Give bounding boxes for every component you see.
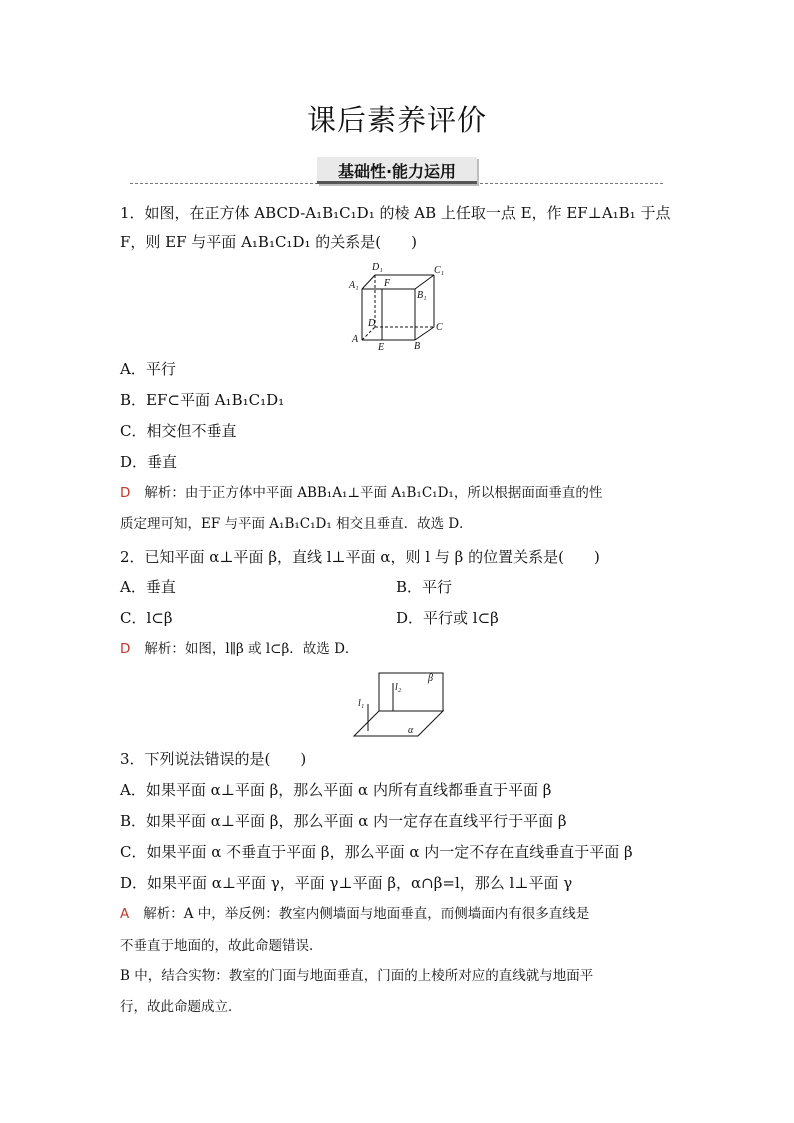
label-a1: A₁ xyxy=(349,280,359,291)
q1-explanation-line1 xyxy=(120,483,602,503)
q3-explanation-line2: 不垂直于地面的，故此命题错误． xyxy=(120,938,323,954)
q1-stem-line1: 1．如图，在正方体 ABCD-A₁B₁C₁D₁ 的棱 AB 上任取一点 E，作 EF⊥A₁B₁ 于点 xyxy=(120,204,671,222)
q3-stem: 3．下列说法错误的是( ) xyxy=(120,750,307,768)
label-alpha: α xyxy=(408,725,414,736)
cube-edge-bc xyxy=(415,327,434,340)
cube-figure xyxy=(346,260,450,352)
label-a: A xyxy=(352,334,359,345)
label-c: C xyxy=(436,322,443,333)
q2-option-b: B．平行 xyxy=(396,578,453,596)
cube-edge-b1c1 xyxy=(415,275,434,289)
label-b: B xyxy=(414,341,421,352)
q3-explanation-line1 xyxy=(120,904,589,924)
label-c1: C₁ xyxy=(434,265,445,276)
label-e: E xyxy=(378,342,385,352)
q1-option-b: B．EF⊂平面 A₁B₁C₁D₁ xyxy=(120,391,285,409)
q2-explanation-text: 解析：如图，l∥β 或 l⊂β．故选 D． xyxy=(144,641,359,657)
q1-option-c: C．相交但不垂直 xyxy=(120,422,237,440)
q3-explanation-text: 解析：A 中，举反例：教室内侧墙面与地面垂直，而侧墙面内有很多直线是 xyxy=(143,906,590,922)
plane-alpha xyxy=(354,711,443,736)
q2-stem: 2．已知平面 α⊥平面 β，直线 l⊥平面 α，则 l 与 β 的位置关系是( ) xyxy=(120,548,600,566)
q2-option-a: A．垂直 xyxy=(120,578,176,596)
cube-edge-a1d1 xyxy=(362,275,375,289)
q1-answer: D xyxy=(120,485,131,501)
page-title: 课后素养评价 xyxy=(306,103,487,137)
label-beta: β xyxy=(428,673,433,684)
q1-explanation-text: 解析：由于正方体中平面 ABB₁A₁⊥平面 A₁B₁C₁D₁，所以根据面面垂直的性 xyxy=(144,485,603,501)
q2-option-c: C．l⊂β xyxy=(120,609,173,627)
q2-explanation xyxy=(120,639,358,659)
plane-beta xyxy=(379,673,443,711)
q3-option-a: A．如果平面 α⊥平面 β，那么平面 α 内所有直线都垂直于平面 β xyxy=(120,781,552,799)
q1-explanation-line2: 质定理可知，EF 与平面 A₁B₁C₁D₁ 相交且垂直．故选 D． xyxy=(120,516,473,532)
q1-option-d: D．垂直 xyxy=(120,453,178,471)
q3-explanation-line3: B 中，结合实物：教室的门面与地面垂直，门面的上棱所对应的直线就与地面平 xyxy=(120,968,594,984)
q1-stem-line2: F，则 EF 与平面 A₁B₁C₁D₁ 的关系是( ) xyxy=(120,233,417,251)
label-l2: l₂ xyxy=(395,682,402,693)
q2-answer: D xyxy=(120,641,131,657)
section-label: 基础性·能力运用 xyxy=(337,162,457,181)
q3-answer: A xyxy=(120,906,130,922)
label-d1: D₁ xyxy=(372,262,383,273)
q3-option-c: C．如果平面 α 不垂直于平面 β，那么平面 α 内一定不存在直线垂直于平面 β xyxy=(120,843,633,861)
label-b1: B₁ xyxy=(417,290,427,301)
q1-option-a: A．平行 xyxy=(120,360,176,378)
label-d: D xyxy=(368,318,376,329)
label-l1: l₁ xyxy=(358,698,365,709)
q3-option-b: B．如果平面 α⊥平面 β，那么平面 α 内一定存在直线平行于平面 β xyxy=(120,812,567,830)
q3-option-d: D．如果平面 α⊥平面 γ，平面 γ⊥平面 β，α∩β=l，那么 l⊥平面 γ xyxy=(120,874,573,892)
q2-option-d: D．平行或 l⊂β xyxy=(396,609,499,627)
q3-explanation-line4: 行，故此命题成立． xyxy=(120,999,242,1015)
planes-figure xyxy=(350,665,450,741)
label-f: F xyxy=(384,278,391,289)
